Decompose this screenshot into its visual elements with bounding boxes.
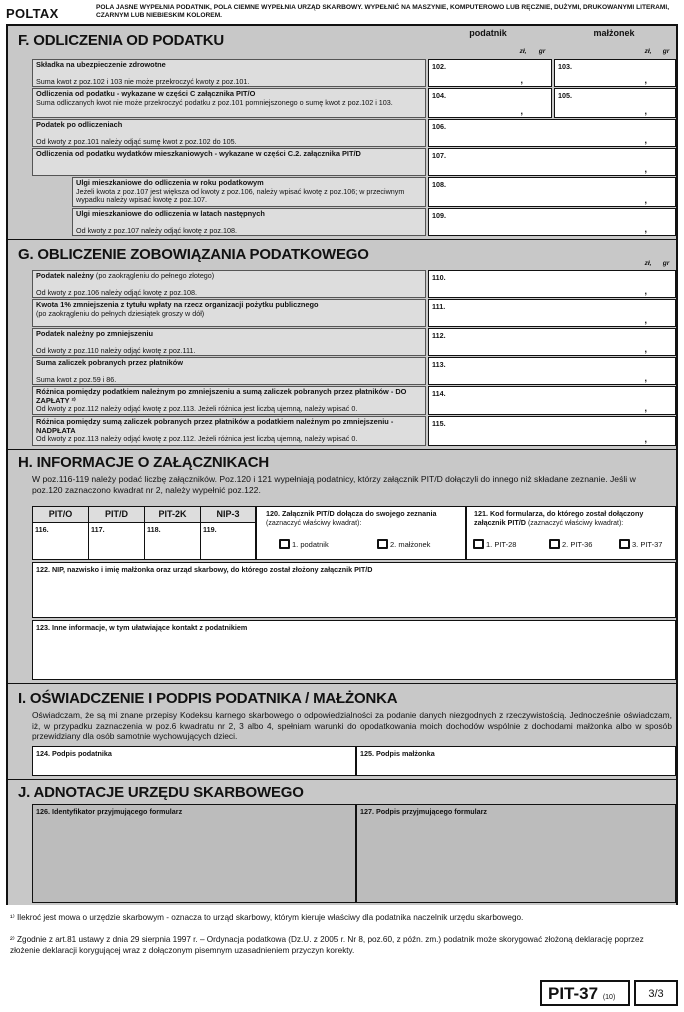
att-head-pitd: PIT/D — [89, 507, 145, 523]
attachments-table — [32, 506, 256, 560]
section-g: G. OBLICZENIE ZOBOWIĄZANIA PODATKOWEGO zł, gr Podatek należny (po zaokrągleniu do pełnego złotego) Od kwoty z poz.106 należy odjąć kwotę z poz.108. 110. , Kwota 1% zmniejszenia z tytułu wpłaty na rzecz organizacji pożytku publicznego (po zaokrągleniu do pełnych dziesiątek groszy w dół) 111. , Podatek należny po zmniejszeniu Od kwoty z poz.110 należy odjąć kwotę z poz.111. 112. , Suma zaliczek pobranych przez płatników Suma kwot z poz.59 i 86. 113. , Różnica pomiędzy podatkiem należnym po zmniejszeniu a sumą zaliczek pobranych przez płatników - DO ZAPŁATY ²⁾ Od kwoty z poz.112 należy odjąć kwotę z poz.113. Jeżeli różnica jest liczbą ujemną, należy wpisać 0. 114. , Różnica pomiędzy sumą zaliczek pobranych przez płatników a podatkiem należnym po zmniejszeniu - NADPŁATA Od kwoty z poz.113 należy odjąć kwotę z poz.112. Jeżeli różnica jest liczbą ujemną, należy wpisać 0. 115. , — [8, 240, 676, 450]
g-row-110-desc: Podatek należny (po zaokrągleniu do pełnego złotego) Od kwoty z poz.106 należy odjąć kwotę z poz.108. — [32, 270, 426, 298]
field-116[interactable]: 116. — [33, 523, 89, 559]
checkbox-icon — [279, 539, 290, 549]
field-106[interactable]: 106. , — [428, 119, 676, 147]
g-row-114-desc: Różnica pomiędzy podatkiem należnym po zmniejszeniu a sumą zaliczek pobranych przez płatników - DO ZAPŁATY ²⁾ Od kwoty z poz.112 należy odjąć kwotę z poz.113. Jeżeli różnica jest liczbą ujemną, należy wpisać 0. — [32, 386, 426, 415]
checkbox-icon — [619, 539, 630, 549]
field-117[interactable]: 117. — [89, 523, 145, 559]
form-page — [6, 24, 678, 905]
checkbox-icon — [549, 539, 560, 549]
field-109[interactable]: 109. , — [428, 208, 676, 236]
att-head-pit2k: PIT-2K — [145, 507, 201, 523]
form-code: PIT-37 (10) — [540, 980, 630, 1006]
field-104[interactable]: 104. , — [428, 88, 552, 118]
att-head-nip3: NIP-3 — [201, 507, 255, 523]
field-121[interactable]: 121. Kod formularza, do którego został dołączony załącznik PIT/D (zaznaczyć właściwy kwadrat): 1. PIT-28 2. PIT-36 3. PIT-37 — [466, 506, 676, 560]
page-number: 3/3 — [634, 980, 678, 1006]
brand-label: POLTAX — [6, 6, 59, 21]
field-105[interactable]: 105. , — [554, 88, 676, 118]
section-f-title: F. ODLICZENIA OD PODATKU — [18, 32, 225, 49]
section-j-title: J. ADNOTACJE URZĘDU SKARBOWEGO — [18, 784, 304, 801]
field-120[interactable]: 120. Załącznik PIT/D dołącza do swojego zeznania (zaznaczyć właściwy kwadrat): 1. podatnik 2. małżonek — [256, 506, 466, 560]
g-row-113-desc: Suma zaliczek pobranych przez płatników Suma kwot z poz.59 i 86. — [32, 357, 426, 385]
checkbox-icon — [377, 539, 388, 549]
footnote-2: ²⁾ Zgodnie z art.81 ustawy z dnia 29 sierpnia 1997 r. – Ordynacja podatkowa (Dz.U. z 2005 r. Nr 8, poz.60, z późn. zm.) podatnik może skorygować złożoną deklarację poprzez złożenie deklaracji korygującej wraz z dołączonym pisemnym uzasadnieniem przyczyn korekty. — [10, 935, 644, 955]
option-120-1[interactable]: 1. podatnik — [279, 539, 329, 549]
checkbox-icon — [473, 539, 484, 549]
field-111[interactable]: 111. , — [428, 299, 676, 327]
g-row-112-desc: Podatek należny po zmniejszeniu Od kwoty z poz.110 należy odjąć kwotę z poz.111. — [32, 328, 426, 356]
footnote-1: ¹⁾ Ilekroć jest mowa o urzędzie skarbowym - oznacza to urząd skarbowy, którym kieruje właściwy dla podatnika naczelnik urzędu skarbowego. — [10, 913, 524, 922]
option-120-2[interactable]: 2. małżonek — [377, 539, 430, 549]
option-121-2[interactable]: 2. PIT-36 — [549, 539, 592, 549]
instruction-note: POLA JASNE WYPEŁNIA PODATNIK, POLA CIEMNE WYPEŁNIA URZĄD SKARBOWY. WYPEŁNIĆ NA MASZYNIE, KOMPUTEROWO LUB RĘCZNIE, DUŻYMI, DRUKOWANYMI LITERAMI, CZARNYM LUB NIEBIESKIM KOLOREM. — [96, 4, 670, 19]
field-114[interactable]: 114. , — [428, 386, 676, 415]
section-h-intro: W poz.116-119 należy podać liczbę załączników. Poz.120 i 121 wypełniają podatnicy, którzy załącznik PIT/D dołączyli do innego niż składane zeznanie. Jeśli w poz.120 zaznaczono kwadrat nr 2, należy wypełnić poz.122. — [32, 474, 636, 495]
field-127: 127. Podpis przyjmującego formularz — [356, 804, 676, 903]
field-102[interactable]: 102. , — [428, 59, 552, 87]
field-112[interactable]: 112. , — [428, 328, 676, 356]
field-124[interactable]: 124. Podpis podatnika — [32, 746, 356, 776]
field-113[interactable]: 113. , — [428, 357, 676, 385]
section-h-title: H. INFORMACJE O ZAŁĄCZNIKACH — [18, 454, 270, 471]
field-125[interactable]: 125. Podpis małżonka — [356, 746, 676, 776]
field-118[interactable]: 118. — [145, 523, 201, 559]
section-i — [8, 684, 676, 780]
section-h — [8, 450, 676, 684]
option-121-3[interactable]: 3. PIT-37 — [619, 539, 662, 549]
f-row-106-desc: Podatek po odliczeniach Od kwoty z poz.101 należy odjąć sumę kwot z poz.102 do 105. — [32, 119, 426, 147]
f-row-104-desc: Odliczenia od podatku - wykazane w części C załącznika PIT/O Suma odliczanych kwot nie może przekroczyć podatku z poz.101 pomniejszonego o sumę kwot z poz.102 i 103. — [32, 88, 426, 118]
field-115[interactable]: 115. , — [428, 416, 676, 446]
section-j — [8, 780, 676, 905]
section-i-title: I. OŚWIADCZENIE I PODPIS PODATNIKA / MAŁŻONKA — [18, 690, 398, 707]
field-126: 126. Identyfikator przyjmującego formularz — [32, 804, 356, 903]
field-119[interactable]: 119. — [203, 525, 217, 534]
col-podatnik: podatnik — [469, 28, 507, 38]
field-122[interactable]: 122. NIP, nazwisko i imię małżonka oraz urząd skarbowy, do którego został złożony załącznik PIT/D — [32, 562, 676, 618]
col-malzonek: małżonek — [593, 28, 635, 38]
g-row-115-desc: Różnica pomiędzy sumą zaliczek pobranych przez płatników a podatkiem należnym po zmniejszeniu - NADPŁATA Od kwoty z poz.113 należy odjąć kwotę z poz.112. Jeżeli różnica jest liczbą ujemną, należy wpisać 0. — [32, 416, 426, 446]
field-107[interactable]: 107. , — [428, 148, 676, 176]
section-f: F. ODLICZENIA OD PODATKU podatnik małżonek zł, gr zł, gr Składka na ubezpieczenie zdrowotne Suma kwot z poz.102 i 103 nie może przekroczyć kwoty z poz.101. 102. , 103. , Odliczenia od podatku - wykazane w części C załącznika PIT/O Suma odliczanych kwot nie może przekroczyć podatku z poz.101 pomniejszonego o sumę kwot z poz.102 i 103. 104. , 105. , Podatek po odliczeniach Od kwoty z poz.101 należy odjąć sumę kwot z poz.102 do 105. 106. , Odliczenia od podatku wydatków mieszkaniowych - wykazane w części C.2. załącznika PIT/D 107. , Ulgi mieszkaniowe do odliczenia w roku podatkowym Jeżeli kwota z poz.107 jest większa od kwoty z poz.106, należy wpisać kwotę z poz.106; w przeciwnym wypadku należy wpisać kwotę z poz.107. 108. , Ulgi mieszkaniowe do odliczenia w latach następnych Od kwoty z poz.107 należy odjąć kwotę z poz.108. 109. , — [8, 26, 676, 240]
field-108[interactable]: 108. , — [428, 177, 676, 207]
declaration-text: Oświadczam, że są mi znane przepisy Kodeksu karnego skarbowego o odpowiedzialności za podanie danych niezgodnych z rzeczywistością. Jednocześnie oświadczam, iż, w przypadku zaznaczenia w poz.6 kwadratu nr 2, 3 albo 4, spełniam warunki do opodatkowania moich dochodów wspólnie z dochodami małżonka albo w sposób przewidziany dla osób samotnie wychowujących dzieci. — [32, 710, 672, 741]
f-row-102-desc: Składka na ubezpieczenie zdrowotne Suma kwot z poz.102 i 103 nie może przekroczyć kwoty z poz.101. — [32, 59, 426, 87]
option-121-1[interactable]: 1. PIT-28 — [473, 539, 516, 549]
f-row-108-desc: Ulgi mieszkaniowe do odliczenia w roku podatkowym Jeżeli kwota z poz.107 jest większa od kwoty z poz.106, należy wpisać kwotę z poz.106; w przeciwnym wypadku należy wpisać kwotę z poz.107. — [72, 177, 426, 207]
field-103[interactable]: 103. , — [554, 59, 676, 87]
f-row-107-desc: Odliczenia od podatku wydatków mieszkaniowych - wykazane w części C.2. załącznika PIT/D — [32, 148, 426, 176]
g-row-111-desc: Kwota 1% zmniejszenia z tytułu wpłaty na rzecz organizacji pożytku publicznego (po zaokrągleniu do pełnych dziesiątek groszy w dół) — [32, 299, 426, 327]
section-g-title: G. OBLICZENIE ZOBOWIĄZANIA PODATKOWEGO — [18, 246, 369, 263]
f-row-109-desc: Ulgi mieszkaniowe do odliczenia w latach następnych Od kwoty z poz.107 należy odjąć kwotę z poz.108. — [72, 208, 426, 236]
field-123[interactable]: 123. Inne informacje, w tym ułatwiające kontakt z podatnikiem — [32, 620, 676, 680]
att-head-pito: PIT/O — [33, 507, 89, 523]
field-110[interactable]: 110. , — [428, 270, 676, 298]
